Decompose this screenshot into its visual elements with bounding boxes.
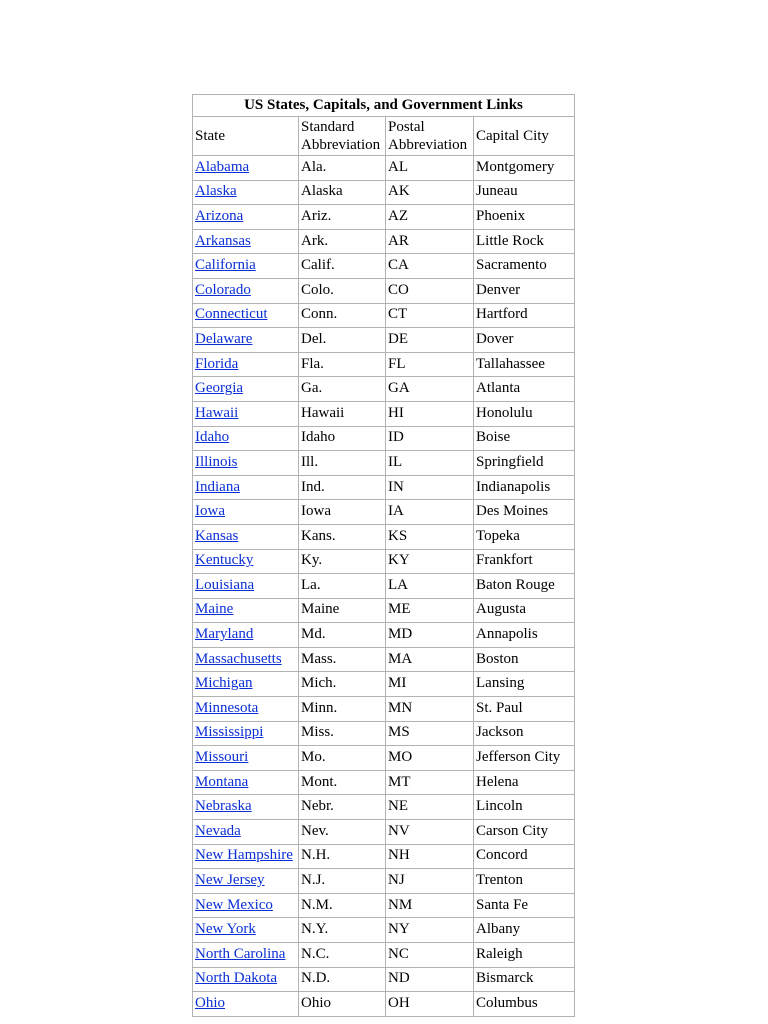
standard-abbreviation-cell: Ky. — [299, 549, 386, 574]
standard-abbreviation-cell: N.M. — [299, 893, 386, 918]
table-row — [193, 426, 575, 451]
table-row — [193, 844, 575, 869]
header-standard-abbreviation — [299, 117, 386, 156]
state-link[interactable]: Maine — [195, 601, 234, 618]
standard-abbreviation-cell: Alaska — [299, 180, 386, 205]
state-link[interactable]: New York — [195, 921, 256, 938]
postal-abbreviation-cell: OH — [386, 992, 474, 1017]
table-row — [193, 451, 575, 476]
postal-abbreviation-cell: NM — [386, 893, 474, 918]
capital-city-cell: Jefferson City — [474, 746, 575, 771]
state-link[interactable]: Arizona — [195, 207, 244, 224]
table-row — [193, 500, 575, 525]
state-link[interactable]: Arkansas — [195, 232, 251, 249]
postal-abbreviation-cell: NC — [386, 943, 474, 968]
table-row — [193, 254, 575, 279]
capital-city-cell: Atlanta — [474, 377, 575, 402]
state-cell — [193, 475, 299, 500]
capital-city-cell: Tallahassee — [474, 352, 575, 377]
postal-abbreviation-cell: NJ — [386, 869, 474, 894]
capital-city-cell: Dover — [474, 328, 575, 353]
standard-abbreviation-cell: Mich. — [299, 672, 386, 697]
standard-abbreviation-cell: Md. — [299, 623, 386, 648]
table-title: US States, Capitals, and Government Links — [193, 95, 575, 117]
standard-abbreviation-cell: Iowa — [299, 500, 386, 525]
header-postal-abbreviation-line-2: Abbreviation — [388, 137, 468, 153]
state-link[interactable]: Nebraska — [195, 798, 252, 815]
standard-abbreviation-cell: Ohio — [299, 992, 386, 1017]
standard-abbreviation-cell: Nebr. — [299, 795, 386, 820]
postal-abbreviation-cell: MO — [386, 746, 474, 771]
state-link[interactable]: Indiana — [195, 478, 240, 495]
capital-city-cell: St. Paul — [474, 697, 575, 722]
table-row — [193, 377, 575, 402]
state-cell — [193, 328, 299, 353]
state-cell — [193, 869, 299, 894]
capital-city-cell: Lansing — [474, 672, 575, 697]
standard-abbreviation-cell: Hawaii — [299, 401, 386, 426]
state-cell — [193, 549, 299, 574]
postal-abbreviation-cell: MN — [386, 697, 474, 722]
table-row — [193, 156, 575, 181]
state-cell — [193, 770, 299, 795]
state-cell — [193, 180, 299, 205]
postal-abbreviation-cell: IL — [386, 451, 474, 476]
state-cell — [193, 352, 299, 377]
postal-abbreviation-cell: ME — [386, 598, 474, 623]
capital-city-cell: Helena — [474, 770, 575, 795]
header-capital-city: Capital City — [474, 117, 575, 156]
postal-abbreviation-cell: NY — [386, 918, 474, 943]
table-row — [193, 746, 575, 771]
postal-abbreviation-cell: IN — [386, 475, 474, 500]
state-cell — [193, 721, 299, 746]
capital-city-cell: Jackson — [474, 721, 575, 746]
state-cell — [193, 401, 299, 426]
table-row — [193, 721, 575, 746]
table-row — [193, 574, 575, 599]
state-link[interactable]: Delaware — [195, 330, 253, 347]
table-row — [193, 967, 575, 992]
state-link[interactable]: Missouri — [195, 749, 249, 766]
postal-abbreviation-cell: CO — [386, 278, 474, 303]
postal-abbreviation-cell: AK — [386, 180, 474, 205]
state-link[interactable]: California — [195, 257, 256, 274]
standard-abbreviation-cell: Nev. — [299, 820, 386, 845]
state-cell — [193, 844, 299, 869]
table-row — [193, 647, 575, 672]
capital-city-cell: Hartford — [474, 303, 575, 328]
capital-city-cell: Indianapolis — [474, 475, 575, 500]
state-link[interactable]: Massachusetts — [195, 650, 282, 667]
table-header-row — [193, 117, 575, 156]
postal-abbreviation-cell: CA — [386, 254, 474, 279]
postal-abbreviation-cell: MI — [386, 672, 474, 697]
postal-abbreviation-cell: NH — [386, 844, 474, 869]
table-row — [193, 180, 575, 205]
state-link[interactable]: Ohio — [195, 994, 225, 1011]
standard-abbreviation-cell: Ill. — [299, 451, 386, 476]
capital-city-cell: Trenton — [474, 869, 575, 894]
state-cell — [193, 697, 299, 722]
table-row — [193, 598, 575, 623]
table-row — [193, 893, 575, 918]
capital-city-cell: Lincoln — [474, 795, 575, 820]
standard-abbreviation-cell: Kans. — [299, 524, 386, 549]
state-cell — [193, 992, 299, 1017]
states-capitals-table — [192, 94, 575, 1017]
capital-city-cell: Raleigh — [474, 943, 575, 968]
capital-city-cell: Columbus — [474, 992, 575, 1017]
standard-abbreviation-cell: N.J. — [299, 869, 386, 894]
state-link[interactable]: Colorado — [195, 281, 251, 298]
standard-abbreviation-cell: Calif. — [299, 254, 386, 279]
table-row — [193, 401, 575, 426]
standard-abbreviation-cell: Idaho — [299, 426, 386, 451]
state-cell — [193, 893, 299, 918]
state-cell — [193, 254, 299, 279]
standard-abbreviation-cell: Ark. — [299, 229, 386, 254]
state-link[interactable]: Florida — [195, 355, 239, 372]
state-link[interactable]: New Hampshire — [195, 847, 293, 864]
table-row — [193, 869, 575, 894]
header-state: State — [193, 117, 299, 156]
table-row — [193, 303, 575, 328]
state-link[interactable]: Georgia — [195, 380, 244, 397]
state-cell — [193, 746, 299, 771]
state-cell — [193, 303, 299, 328]
state-link[interactable]: Maryland — [195, 626, 254, 643]
postal-abbreviation-cell: HI — [386, 401, 474, 426]
state-link[interactable]: Iowa — [195, 503, 225, 520]
state-link[interactable]: Montana — [195, 773, 249, 790]
postal-abbreviation-cell: FL — [386, 352, 474, 377]
state-link[interactable]: Nevada — [195, 822, 241, 839]
state-cell — [193, 426, 299, 451]
state-cell — [193, 967, 299, 992]
postal-abbreviation-cell: AZ — [386, 205, 474, 230]
postal-abbreviation-cell: CT — [386, 303, 474, 328]
postal-abbreviation-cell: NE — [386, 795, 474, 820]
capital-city-cell: Carson City — [474, 820, 575, 845]
state-cell — [193, 205, 299, 230]
capital-city-cell: Springfield — [474, 451, 575, 476]
capital-city-cell: Denver — [474, 278, 575, 303]
capital-city-cell: Boise — [474, 426, 575, 451]
capital-city-cell: Augusta — [474, 598, 575, 623]
table-row — [193, 278, 575, 303]
state-cell — [193, 451, 299, 476]
capital-city-cell: Juneau — [474, 180, 575, 205]
state-link[interactable]: Hawaii — [195, 404, 239, 421]
capital-city-cell: Bismarck — [474, 967, 575, 992]
standard-abbreviation-cell: Maine — [299, 598, 386, 623]
capital-city-cell: Albany — [474, 918, 575, 943]
standard-abbreviation-cell: La. — [299, 574, 386, 599]
table-row — [193, 475, 575, 500]
standard-abbreviation-cell: N.H. — [299, 844, 386, 869]
state-link[interactable]: Kansas — [195, 527, 239, 544]
standard-abbreviation-cell: N.C. — [299, 943, 386, 968]
table-row — [193, 205, 575, 230]
postal-abbreviation-cell: LA — [386, 574, 474, 599]
state-cell — [193, 156, 299, 181]
postal-abbreviation-cell: MS — [386, 721, 474, 746]
state-link[interactable]: Kentucky — [195, 552, 254, 569]
standard-abbreviation-cell: Ala. — [299, 156, 386, 181]
postal-abbreviation-cell: KS — [386, 524, 474, 549]
table-row — [193, 672, 575, 697]
state-link[interactable]: Alaska — [195, 183, 237, 200]
standard-abbreviation-cell: Miss. — [299, 721, 386, 746]
standard-abbreviation-cell: Ga. — [299, 377, 386, 402]
state-cell — [193, 623, 299, 648]
state-link[interactable]: Connecticut — [195, 306, 268, 323]
state-cell — [193, 647, 299, 672]
table-row — [193, 623, 575, 648]
header-postal-abbreviation-line-1: Postal — [388, 119, 425, 135]
state-cell — [193, 598, 299, 623]
standard-abbreviation-cell: Fla. — [299, 352, 386, 377]
table-row — [193, 918, 575, 943]
capital-city-cell: Montgomery — [474, 156, 575, 181]
capital-city-cell: Phoenix — [474, 205, 575, 230]
state-cell — [193, 500, 299, 525]
capital-city-cell: Annapolis — [474, 623, 575, 648]
table-row — [193, 328, 575, 353]
capital-city-cell: Concord — [474, 844, 575, 869]
header-standard-abbreviation-line-2: Abbreviation — [301, 137, 381, 153]
postal-abbreviation-cell: KY — [386, 549, 474, 574]
state-link[interactable]: New Mexico — [195, 896, 273, 913]
postal-abbreviation-cell: IA — [386, 500, 474, 525]
state-cell — [193, 377, 299, 402]
state-link[interactable]: New Jersey — [195, 872, 265, 889]
postal-abbreviation-cell: MT — [386, 770, 474, 795]
postal-abbreviation-cell: AL — [386, 156, 474, 181]
table-row — [193, 229, 575, 254]
state-cell — [193, 943, 299, 968]
capital-city-cell: Sacramento — [474, 254, 575, 279]
postal-abbreviation-cell: GA — [386, 377, 474, 402]
postal-abbreviation-cell: MD — [386, 623, 474, 648]
table-row — [193, 524, 575, 549]
postal-abbreviation-cell: ID — [386, 426, 474, 451]
postal-abbreviation-cell: DE — [386, 328, 474, 353]
header-standard-abbreviation-line-1: Standard — [301, 119, 355, 135]
capital-city-cell: Topeka — [474, 524, 575, 549]
table-row — [193, 549, 575, 574]
state-cell — [193, 524, 299, 549]
standard-abbreviation-cell: N.Y. — [299, 918, 386, 943]
table-row — [193, 943, 575, 968]
standard-abbreviation-cell: Ariz. — [299, 205, 386, 230]
state-link[interactable]: Illinois — [195, 453, 238, 470]
capital-city-cell: Santa Fe — [474, 893, 575, 918]
capital-city-cell: Boston — [474, 647, 575, 672]
postal-abbreviation-cell: AR — [386, 229, 474, 254]
standard-abbreviation-cell: Del. — [299, 328, 386, 353]
state-link[interactable]: Louisiana — [195, 576, 255, 593]
table-row — [193, 697, 575, 722]
state-cell — [193, 820, 299, 845]
standard-abbreviation-cell: Ind. — [299, 475, 386, 500]
state-cell — [193, 278, 299, 303]
table-row — [193, 770, 575, 795]
table-title-row — [193, 95, 575, 117]
state-link[interactable]: Michigan — [195, 675, 253, 692]
capital-city-cell: Baton Rouge — [474, 574, 575, 599]
standard-abbreviation-cell: Mont. — [299, 770, 386, 795]
capital-city-cell: Frankfort — [474, 549, 575, 574]
standard-abbreviation-cell: N.D. — [299, 967, 386, 992]
state-cell — [193, 795, 299, 820]
state-link[interactable]: North Carolina — [195, 945, 286, 962]
state-cell — [193, 918, 299, 943]
standard-abbreviation-cell: Mo. — [299, 746, 386, 771]
state-link[interactable]: Alabama — [195, 158, 250, 175]
capital-city-cell: Honolulu — [474, 401, 575, 426]
state-cell — [193, 574, 299, 599]
standard-abbreviation-cell: Minn. — [299, 697, 386, 722]
postal-abbreviation-cell: NV — [386, 820, 474, 845]
postal-abbreviation-cell: ND — [386, 967, 474, 992]
state-link[interactable]: Minnesota — [195, 699, 259, 716]
capital-city-cell: Little Rock — [474, 229, 575, 254]
standard-abbreviation-cell: Mass. — [299, 647, 386, 672]
standard-abbreviation-cell: Conn. — [299, 303, 386, 328]
header-postal-abbreviation — [386, 117, 474, 156]
table-row — [193, 352, 575, 377]
state-link[interactable]: North Dakota — [195, 970, 278, 987]
table-body — [193, 95, 575, 1017]
standard-abbreviation-cell: Colo. — [299, 278, 386, 303]
state-cell — [193, 229, 299, 254]
table-row — [193, 820, 575, 845]
state-cell — [193, 672, 299, 697]
table-row — [193, 795, 575, 820]
state-link[interactable]: Mississippi — [195, 724, 264, 741]
capital-city-cell: Des Moines — [474, 500, 575, 525]
table-row — [193, 992, 575, 1017]
state-link[interactable]: Idaho — [195, 429, 230, 446]
postal-abbreviation-cell: MA — [386, 647, 474, 672]
